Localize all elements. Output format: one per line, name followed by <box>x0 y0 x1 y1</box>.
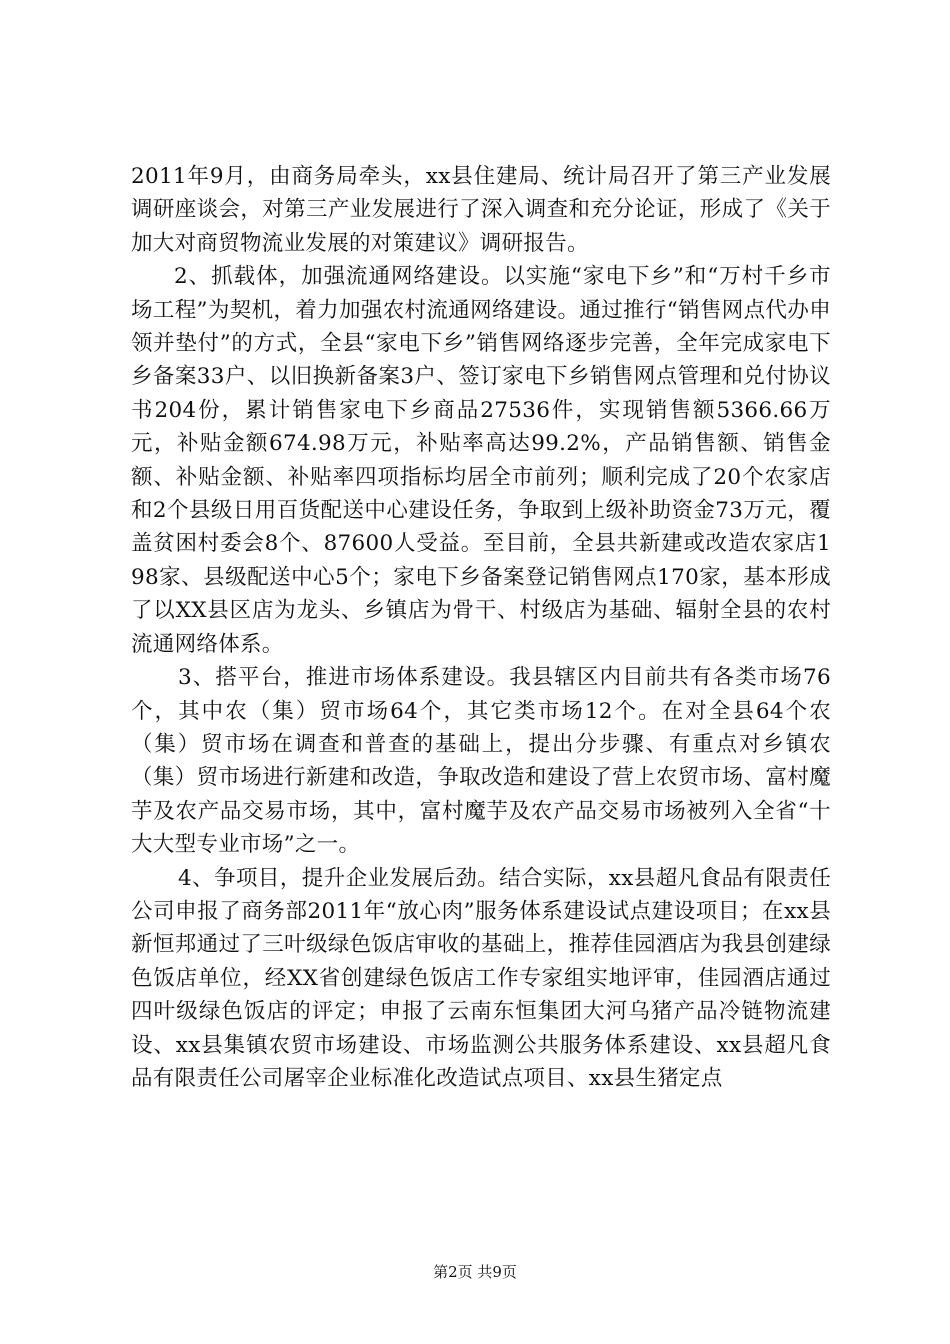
paragraph-2: 2、抓载体，加强流通网络建设。以实施“家电下乡”和“万村千乡市场工程”为契机，着力加强农村流通网络建设。通过推行“销售网点代办申领并垫付”的方式，全县“家电下乡”销售网络逐步完善，全年完成家电下乡备案33户、以旧换新备案3户、签订家电下乡销售网点管理和兑付协议书204份，累计销售家电下乡商品27536件，实现销售额5366.66万元，补贴金额674.98万元，补贴率高达99.2%，产品销售额、销售金额、补贴金额、补贴率四项指标均居全市前列；顺利完成了20个农家店和2个县级日用百货配送中心建设任务，争取到上级补助资金73万元，覆盖贫困村委会8个、87600人受益。至目前，全县共新建或改造农家店198家、县级配送中心5个；家电下乡备案登记销售网点170家，基本形成了以XX县区店为龙头、乡镇店为骨干、村级店为基础、辐射全县的农村流通网络体系。 <box>131 264 831 657</box>
paragraph-1: 2011年9月，由商务局牵头，xx县住建局、统计局召开了第三产业发展调研座谈会，对第三产业发展进行了深入调查和充分论证，形成了《关于加大对商贸物流业发展的对策建议》调研报告。 <box>131 164 831 256</box>
paragraph-4: 4、争项目，提升企业发展后劲。结合实际，xx县超凡食品有限责任公司申报了商务部2011年“放心肉”服务体系建设试点建设项目；在xx县新恒邦通过了三叶级绿色饭店审收的基础上，推荐佳园酒店为我县创建绿色饭店单位，经XX省创建绿色饭店工作专家组实地评审，佳园酒店通过四叶级绿色饭店的评定；申报了云南东恒集团大河乌猪产品冷链物流建设、xx县集镇农贸市场建设、市场监测公共服务体系建设、xx县超凡食品有限责任公司屠宰企业标准化改造试点项目、xx县生猪定点 <box>131 865 831 1091</box>
page-footer: 第2页 共9页 <box>433 1263 517 1281</box>
document-body <box>131 160 831 1095</box>
paragraph-3: 3、搭平台，推进市场体系建设。我县辖区内目前共有各类市场76个，其中农（集）贸市场64个，其它类市场12个。在对全县64个农（集）贸市场在调查和普查的基础上，提出分步骤、有重点对乡镇农（集）贸市场进行新建和改造，争取改造和建设了营上农贸市场、富村魔芋及农产品交易市场，其中，富村魔芋及农产品交易市场被列入全省“十大大型专业市场”之一。 <box>131 665 831 858</box>
